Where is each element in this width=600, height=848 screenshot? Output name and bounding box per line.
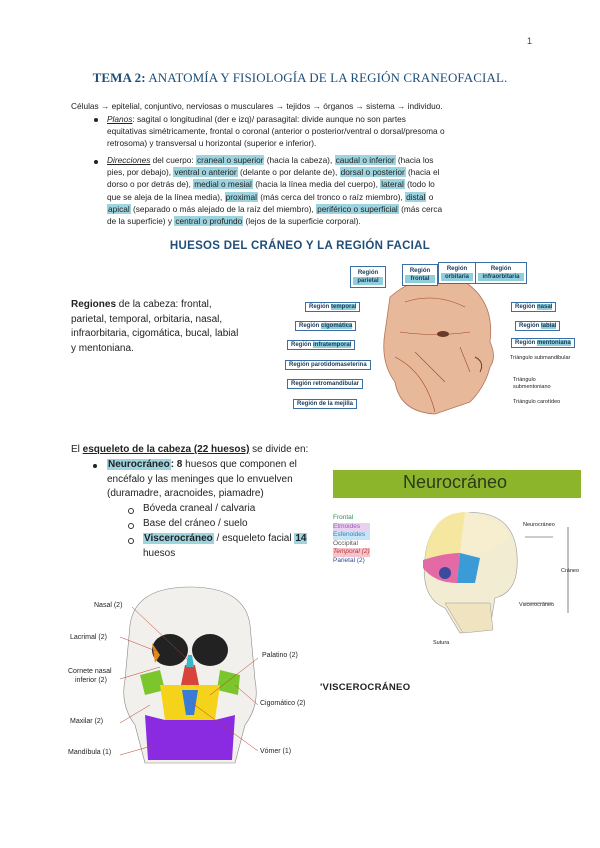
tag-region-temporal: [305, 302, 360, 312]
direcciones-label: Direcciones: [107, 155, 151, 165]
viscerocraneo-item: [143, 532, 333, 561]
tag-region-cigomatica: [295, 321, 356, 331]
planos-text: equitativas simétricamente, frontal o coronal (anterior o posterior/ventral o dorsal/presoma o: [107, 126, 445, 137]
dir-text: (hacia los: [395, 155, 434, 165]
tag-text: Región: [515, 340, 537, 346]
tag-text: orbitaria: [441, 273, 473, 281]
dir-text: (más cerca: [398, 203, 443, 214]
neurocraneo-paragraph: [107, 458, 337, 502]
bullet: [94, 160, 98, 164]
bone-esfenoides: Esfenoides: [333, 531, 370, 540]
regiones-text: y mentoniana.: [71, 342, 134, 354]
visc-text: huesos: [143, 547, 176, 559]
page-title: [0, 70, 600, 86]
regiones-text: de la cabeza: frontal,: [116, 299, 212, 310]
triangulo-submandibular-label: Triángulo submandibular: [510, 355, 571, 361]
tag-region-labial: [515, 321, 560, 331]
dir-text: (hacia la cabeza),: [264, 155, 335, 165]
tag-region-infraorbitaria: [475, 262, 527, 284]
neuro-bone-list: [333, 514, 370, 565]
skull-label-nasal: Nasal (2): [94, 602, 123, 609]
dir-text: (lejos de la superficie corporal).: [243, 216, 361, 227]
viscerocraneo-caption: 'VISCEROCRÁNEO: [320, 682, 411, 693]
highlight: distal: [406, 191, 426, 202]
tag-text: Región: [519, 323, 541, 329]
dir-text: (hacia la línea media del cuerpo),: [252, 179, 381, 190]
dir-text: del cuerpo:: [150, 155, 197, 165]
regiones-bold: Regiones: [71, 299, 117, 310]
skull-label-cornete: Cornete nasal: [68, 668, 112, 675]
dir-text: que se aleja de la línea media),: [107, 191, 225, 202]
tag-text: nasal: [537, 304, 553, 310]
section-heading: HUESOS DEL CRÁNEO Y LA REGIÓN FACIAL: [169, 240, 431, 252]
planos-text: retrosoma) y transversal u horizontal (superior e inferior).: [107, 138, 317, 149]
tag-text: Región: [409, 268, 431, 274]
neuro-text: encéfalo y las meninges que lo envuelven: [107, 473, 293, 485]
tag-text: Región: [446, 266, 468, 272]
tag-region-mentoniana: [511, 338, 575, 348]
neuro-label-viscerocraneo: Viscerocráneo: [519, 602, 555, 608]
neuro-label-sutura: Sutura: [433, 640, 450, 646]
intro-line: Células → epitelial, conjuntivo, nerviosas o musculares → tejidos → órganos → sistema → individuo.: [71, 101, 443, 111]
tag-region-infratemporal: [287, 340, 355, 350]
visc-num: 14: [295, 533, 307, 544]
page-number: 1: [526, 36, 532, 46]
tag-text: infratemporal: [313, 342, 352, 348]
tag-text: mentoniana: [537, 340, 571, 346]
esq-text: se divide en:: [249, 444, 309, 455]
tag-text: parietal: [353, 277, 383, 285]
skull-label-mandibula: Mandíbula (1): [68, 749, 112, 756]
highlight: central o profundo: [175, 216, 243, 227]
tag-text: frontal: [405, 275, 435, 283]
skull-label-cornete-inferior: inferior (2): [75, 677, 107, 684]
tag-text: Región: [357, 270, 379, 276]
sub-bullet: [128, 508, 134, 514]
head-regions-figure: [285, 262, 585, 417]
highlight: craneal o superior: [197, 155, 264, 165]
skull-label-cigomatico: Cigomático (2): [260, 700, 306, 707]
neurocraneo-figure: [333, 470, 581, 650]
tag-text: Región: [291, 342, 313, 348]
dir-text: (todo lo: [404, 179, 435, 190]
planos-label: Planos: [107, 114, 133, 124]
tag-text: Región parotidomaseterina: [289, 362, 367, 368]
highlight: lateral: [381, 179, 404, 190]
tag-region-retromandibular: [287, 379, 363, 389]
regiones-text: infraorbitaria, cigomática, bucal, labial: [71, 328, 239, 339]
planos-paragraph: [107, 113, 527, 150]
highlight: periférico o superficial: [317, 203, 398, 214]
highlight: dorsal o posterior: [340, 167, 405, 178]
sub-bullet: [128, 538, 134, 544]
tag-text: Región retromandibular: [291, 381, 360, 387]
tag-text: labial: [541, 323, 557, 329]
tag-text: cigomática: [321, 323, 353, 329]
title-rest: ANATOMÍA Y FISIOLOGÍA DE LA REGIÓN CRANEOFACIAL.: [145, 70, 508, 85]
dir-text: o: [426, 191, 434, 202]
neuro-num: : 8: [170, 459, 183, 470]
dir-text: (más cerca del tronco o raíz miembro),: [257, 191, 406, 202]
viscerocraneo-figure: [60, 585, 320, 767]
sub-item: Base del cráneo / suelo: [143, 518, 248, 529]
highlight: proximal: [225, 191, 257, 202]
dir-text: dorso o por detrás de),: [107, 179, 194, 190]
bullet: [94, 118, 98, 122]
bullet: [93, 464, 97, 468]
bone-etmoides: Etmoides: [333, 523, 370, 532]
planos-text: : sagital o longitudinal (der e izq)/ parasagital: divide aunque no son partes: [132, 114, 406, 124]
neuro-text: (duramadre, aracnoides, piamadre): [107, 488, 264, 499]
regiones-paragraph: [71, 298, 271, 356]
bone-parietal: Parietal (2): [333, 556, 365, 564]
frontal-skull-illustration: [60, 585, 320, 767]
title-prefix: TEMA 2:: [92, 70, 146, 85]
skull-label-palatino: Palatino (2): [262, 652, 298, 659]
regiones-text: parietal, temporal, orbitaria, nasal,: [71, 313, 223, 325]
neuro-skull-illustration: [405, 498, 525, 648]
tag-text: temporal: [331, 304, 357, 310]
bone-frontal: Frontal: [333, 514, 354, 521]
esqueleto-line: [71, 443, 308, 458]
tag-text: Región: [309, 304, 331, 310]
tag-region-orbitaria: [438, 262, 476, 284]
sub-item: Bóveda craneal / calvaria: [143, 503, 256, 514]
esq-bold: esqueleto de la cabeza (22 huesos): [82, 444, 250, 455]
tag-region-mejilla: [293, 399, 357, 409]
tag-text: infraorbitaria: [478, 273, 524, 281]
tag-region-parotidomaseterina: [285, 360, 371, 370]
neurocraneo-banner-text: Neurocráneo: [403, 472, 508, 492]
dir-text: (hacia el: [405, 167, 440, 178]
dir-text: (separado o más alejado de la raíz del miembro),: [130, 203, 317, 214]
visc-bold: Viscerocráneo: [144, 533, 213, 544]
highlight: medial o mesial: [194, 179, 252, 190]
dir-text: (delante o por delante de),: [237, 167, 340, 178]
tag-region-nasal: [511, 302, 556, 312]
skull-label-lacrimal: Lacrimal (2): [70, 634, 107, 641]
neuro-label-neurocraneo: Neurocráneo: [523, 522, 555, 528]
neuro-label-craneo: Cráneo: [561, 568, 580, 574]
skull-label-vomer: Vómer (1): [260, 748, 292, 755]
triangulo-submentoniano-label: Triángulo submentoniano: [513, 377, 551, 390]
esq-text: El: [71, 444, 83, 455]
tag-text: Región: [515, 304, 537, 310]
tag-text: Región: [299, 323, 321, 329]
highlight: caudal o inferior: [335, 155, 395, 165]
dir-text: pies, por debajo),: [107, 167, 174, 178]
direcciones-paragraph: [107, 154, 527, 227]
neuro-bold: Neurocráneo: [108, 459, 170, 470]
skull-label-maxilar: Maxilar (2): [70, 718, 104, 725]
tag-text: Región de la mejilla: [297, 401, 354, 407]
triangulo-carotideo-label: Triángulo carotídeo: [513, 399, 561, 405]
highlight: ventral o anterior: [174, 167, 237, 178]
tag-region-frontal: [402, 264, 438, 286]
neuro-text: huesos que componen el: [182, 459, 297, 470]
tag-text: Región: [490, 266, 512, 272]
bone-temporal: Temporal (2): [333, 548, 370, 555]
sub-bullet: [128, 523, 134, 529]
visc-text: / esqueleto facial: [213, 533, 295, 544]
tag-region-parietal: [350, 266, 386, 288]
highlight: apical: [108, 203, 130, 214]
bone-occipital: Occipital: [333, 539, 358, 547]
dir-text: de la superficie) y: [107, 216, 175, 227]
